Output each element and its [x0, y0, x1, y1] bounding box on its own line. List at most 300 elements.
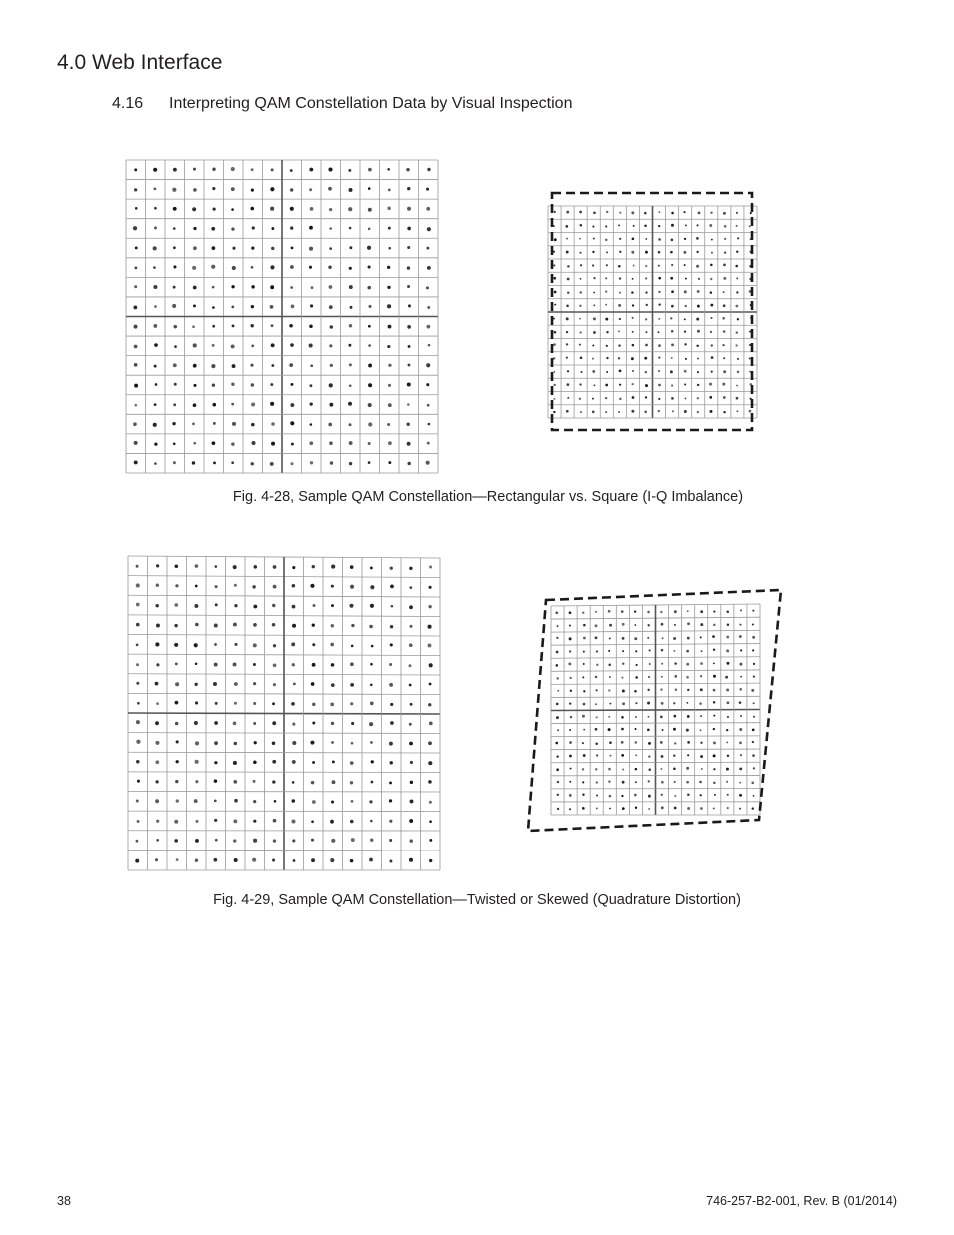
constellation-symbol: [583, 624, 586, 627]
constellation-symbol: [349, 285, 353, 289]
constellation-symbol: [251, 383, 254, 386]
constellation-symbol: [292, 781, 295, 784]
constellation-symbol: [556, 637, 558, 639]
constellation-symbol: [608, 768, 611, 771]
constellation-symbol: [727, 755, 729, 757]
constellation-symbol: [700, 662, 703, 665]
constellation-symbol: [710, 264, 713, 267]
constellation-symbol: [195, 741, 199, 745]
constellation-symbol: [566, 251, 569, 254]
constellation-symbol: [661, 755, 664, 758]
constellation-symbol: [569, 741, 572, 744]
constellation-symbol: [697, 290, 700, 293]
constellation-symbol: [671, 330, 674, 333]
constellation-symbol: [312, 800, 316, 804]
constellation-symbol: [290, 421, 294, 425]
constellation-symbol: [622, 650, 624, 652]
constellation-symbol: [389, 742, 393, 746]
constellation-symbol: [368, 265, 371, 268]
constellation-symbol: [234, 643, 237, 646]
constellation-symbol: [429, 801, 432, 804]
constellation-symbol: [724, 251, 726, 253]
constellation-symbol: [608, 664, 611, 667]
grid-line-horizontal: [551, 710, 760, 711]
constellation-skewed-fig29: [528, 590, 781, 831]
constellation-symbol: [567, 265, 570, 268]
constellation-symbol: [618, 344, 620, 346]
constellation-symbol: [606, 345, 608, 347]
constellation-symbol: [634, 794, 637, 797]
constellation-symbol: [751, 781, 754, 784]
constellation-symbol: [736, 212, 738, 214]
constellation-symbol: [592, 251, 594, 253]
constellation-symbol: [553, 371, 555, 373]
constellation-symbol: [659, 211, 661, 213]
constellation-symbol: [426, 461, 430, 465]
constellation-symbol: [631, 357, 634, 360]
constellation-symbol: [192, 325, 195, 328]
constellation-symbol: [329, 383, 333, 387]
constellation-symbol: [723, 357, 725, 359]
constellation-symbol: [737, 358, 739, 360]
constellation-symbol: [710, 278, 712, 280]
constellation-symbol: [631, 291, 633, 293]
constellation-symbol: [253, 702, 256, 705]
constellation-symbol: [155, 682, 159, 686]
constellation-symbol: [569, 755, 572, 758]
constellation-symbol: [273, 644, 276, 647]
constellation-symbol: [569, 808, 571, 810]
constellation-symbol: [592, 398, 594, 400]
constellation-symbol: [671, 305, 674, 308]
constellation-symbol: [661, 794, 663, 796]
constellation-symbol: [596, 795, 598, 797]
constellation-symbol: [555, 611, 558, 614]
constellation-symbol: [349, 363, 352, 366]
constellation-symbol: [752, 729, 755, 732]
constellation-symbol: [621, 741, 624, 744]
constellation-symbol: [193, 384, 196, 387]
constellation-symbol: [137, 820, 140, 823]
constellation-symbol: [648, 768, 651, 771]
constellation-symbol: [409, 839, 413, 843]
constellation-symbol: [753, 795, 755, 797]
constellation-symbol: [648, 742, 651, 745]
constellation-symbol: [700, 742, 702, 744]
constellation-symbol: [660, 716, 663, 719]
constellation-symbol: [291, 305, 295, 309]
constellation-symbol: [647, 637, 649, 639]
constellation-symbol: [309, 384, 312, 387]
constellation-symbol: [409, 567, 412, 570]
constellation-symbol: [155, 858, 158, 861]
constellation-symbol: [329, 305, 333, 309]
constellation-symbol: [156, 839, 159, 842]
constellation-symbol: [696, 318, 699, 321]
constellation-symbol: [645, 291, 647, 293]
constellation-symbol: [735, 344, 737, 346]
constellation-symbol: [713, 649, 715, 651]
constellation-symbol: [697, 305, 700, 308]
constellation-symbol: [554, 304, 556, 306]
constellation-symbol: [351, 645, 354, 648]
constellation-symbol: [136, 663, 139, 666]
constellation-symbol: [253, 605, 257, 609]
constellation-symbol: [723, 370, 726, 373]
constellation-symbol: [645, 277, 647, 279]
constellation-symbol: [700, 688, 703, 691]
constellation-symbol: [273, 683, 276, 686]
constellation-symbol: [713, 728, 715, 730]
constellation-symbol: [648, 756, 650, 758]
constellation-symbol: [648, 676, 650, 678]
constellation-symbol: [580, 278, 582, 280]
constellation-symbol: [713, 675, 716, 678]
constellation-symbol: [687, 807, 690, 810]
constellation-symbol: [645, 371, 647, 373]
constellation-symbol: [673, 754, 676, 757]
constellation-symbol: [698, 212, 701, 215]
constellation-symbol: [595, 636, 598, 639]
constellation-symbol: [426, 325, 430, 329]
constellation-symbol: [710, 291, 713, 294]
constellation-symbol: [593, 211, 596, 214]
constellation-symbol: [648, 716, 650, 718]
grid-line-horizontal: [551, 762, 760, 763]
constellation-symbol: [739, 742, 742, 745]
constellation-symbol: [367, 246, 371, 250]
constellation-symbol: [309, 188, 312, 191]
constellation-symbol: [136, 583, 140, 587]
constellation-symbol: [749, 225, 751, 227]
constellation-symbol: [687, 754, 689, 756]
constellation-symbol: [713, 754, 716, 757]
constellation-symbol: [618, 265, 621, 268]
constellation-symbol: [605, 277, 607, 279]
constellation-symbol: [312, 721, 315, 724]
constellation-symbol: [740, 754, 742, 756]
constellation-symbol: [155, 741, 159, 745]
constellation-symbol: [292, 839, 295, 842]
constellation-symbol: [700, 755, 703, 758]
constellation-symbol: [580, 264, 582, 266]
constellation-symbol: [331, 663, 335, 667]
constellation-symbol: [753, 663, 755, 665]
constellation-symbol: [687, 610, 689, 612]
constellation-symbol: [696, 265, 699, 268]
constellation-symbol: [569, 624, 571, 626]
constellation-symbol: [674, 662, 676, 664]
constellation-symbol: [406, 168, 410, 172]
constellation-symbol: [697, 397, 699, 399]
constellation-symbol: [251, 305, 254, 308]
constellation-symbol: [309, 441, 313, 445]
constellation-symbol: [645, 238, 647, 240]
constellation-symbol: [618, 411, 620, 413]
constellation-symbol: [309, 266, 312, 269]
constellation-symbol: [649, 649, 651, 651]
page-number: 38: [57, 1194, 71, 1208]
constellation-symbol: [407, 207, 411, 211]
constellation-symbol: [270, 207, 274, 211]
constellation-symbol: [253, 682, 256, 685]
constellation-symbol: [739, 794, 742, 797]
constellation-symbol: [212, 286, 215, 289]
constellation-symbol: [750, 212, 752, 214]
constellation-symbol: [632, 344, 635, 347]
constellation-symbol: [569, 650, 571, 652]
constellation-symbol: [686, 702, 688, 704]
constellation-symbol: [388, 325, 392, 329]
constellation-symbol: [711, 356, 714, 359]
constellation-symbol: [136, 740, 140, 744]
constellation-symbol: [670, 251, 673, 254]
constellation-symbol: [709, 383, 712, 386]
constellation-symbol: [685, 398, 687, 400]
constellation-symbol: [426, 207, 430, 211]
constellation-symbol: [251, 188, 254, 191]
constellation-symbol: [684, 410, 687, 413]
constellation-symbol: [290, 343, 294, 347]
constellation-symbol: [370, 567, 373, 570]
constellation-symbol: [348, 344, 351, 347]
constellation-symbol: [684, 251, 687, 254]
constellation-symbol: [736, 225, 738, 227]
constellation-symbol: [234, 702, 237, 705]
constellation-symbol: [309, 226, 313, 230]
constellation-symbol: [253, 663, 256, 666]
constellation-symbol: [136, 760, 139, 763]
constellation-symbol: [674, 795, 676, 797]
constellation-symbol: [644, 224, 647, 227]
constellation-symbol: [270, 402, 274, 406]
constellation-symbol: [687, 741, 690, 744]
constellation-symbol: [389, 820, 392, 823]
constellation-symbol: [234, 584, 237, 587]
constellation-symbol: [231, 228, 234, 231]
constellation-symbol: [670, 370, 673, 373]
constellation-symbol: [671, 264, 673, 266]
constellation-symbol: [428, 423, 431, 426]
constellation-symbol: [609, 676, 611, 678]
constellation-symbol: [153, 423, 157, 427]
constellation-symbol: [647, 611, 650, 614]
constellation-symbol: [195, 662, 198, 665]
constellation-symbol: [671, 384, 673, 386]
document-id: 746-257-B2-001, Rev. B (01/2014): [706, 1194, 897, 1208]
constellation-symbol: [195, 623, 199, 627]
constellation-symbol: [388, 364, 391, 367]
constellation-symbol: [608, 689, 610, 691]
constellation-symbol: [292, 723, 295, 726]
constellation-symbol: [622, 663, 624, 665]
constellation-symbol: [606, 251, 608, 253]
constellation-symbol: [632, 383, 634, 385]
constellation-symbol: [428, 625, 432, 629]
constellation-symbol: [289, 363, 293, 367]
constellation-symbol: [137, 780, 140, 783]
constellation-symbol: [153, 168, 157, 172]
constellation-symbol: [671, 343, 674, 346]
constellation-symbol: [251, 441, 255, 445]
constellation-symbol: [660, 741, 663, 744]
constellation-symbol: [154, 227, 157, 230]
constellation-symbol: [661, 702, 664, 705]
constellation-symbol: [557, 755, 559, 757]
constellation-symbol: [713, 701, 715, 703]
constellation-symbol: [739, 688, 742, 691]
constellation-symbol: [172, 304, 176, 308]
constellation-symbol: [557, 781, 560, 784]
constellation-symbol: [582, 676, 584, 678]
constellation-symbol: [713, 782, 715, 784]
constellation-symbol: [368, 383, 372, 387]
constellation-symbol: [156, 624, 160, 628]
constellation-symbol: [154, 343, 158, 347]
constellation-symbol: [349, 246, 352, 249]
constellation-symbol: [427, 442, 430, 445]
constellation-symbol: [726, 649, 729, 652]
constellation-symbol: [312, 663, 316, 667]
constellation-symbol: [724, 238, 726, 240]
constellation-symbol: [232, 422, 236, 426]
constellation-symbol: [154, 207, 157, 210]
constellation-symbol: [174, 325, 178, 329]
constellation-symbol: [671, 212, 674, 215]
constellation-symbol: [726, 636, 729, 639]
constellation-symbol: [635, 650, 637, 652]
constellation-symbol: [176, 740, 179, 743]
constellation-symbol: [595, 768, 597, 770]
constellation-symbol: [215, 585, 218, 588]
constellation-symbol: [410, 799, 414, 803]
constellation-symbol: [387, 345, 390, 348]
constellation-symbol: [214, 663, 218, 667]
constellation-symbol: [723, 277, 726, 280]
constellation-symbol: [409, 605, 413, 609]
constellation-symbol: [723, 411, 725, 413]
constellation-symbol: [173, 286, 176, 289]
constellation-symbol: [134, 168, 137, 171]
constellation-symbol: [175, 682, 179, 686]
constellation-symbol: [409, 742, 413, 746]
constellation-symbol: [661, 781, 664, 784]
constellation-symbol: [592, 411, 595, 414]
constellation-symbol: [713, 611, 715, 613]
constellation-symbol: [723, 263, 726, 266]
constellation-symbol: [428, 761, 432, 765]
constellation-symbol: [410, 625, 413, 628]
constellation-symbol: [737, 318, 739, 320]
constellation-symbol: [328, 167, 332, 171]
constellation-symbol: [632, 396, 635, 399]
constellation-symbol: [134, 384, 138, 388]
constellation-symbol: [212, 306, 215, 309]
constellation-symbol: [156, 564, 159, 567]
constellation-symbol: [154, 365, 157, 368]
constellation-symbol: [351, 624, 354, 627]
constellation-symbol: [351, 742, 354, 745]
constellation-symbol: [700, 794, 702, 796]
constellation-symbol: [658, 331, 660, 333]
constellation-symbol: [686, 729, 689, 732]
constellation-symbol: [174, 820, 178, 824]
constellation-symbol: [290, 226, 293, 229]
constellation-symbol: [348, 207, 352, 211]
constellation-symbol: [176, 760, 179, 763]
constellation-symbol: [553, 277, 556, 280]
constellation-symbol: [389, 839, 392, 842]
constellation-symbol: [698, 278, 700, 280]
constellation-symbol: [134, 188, 137, 191]
constellation-symbol: [580, 357, 583, 360]
constellation-symbol: [582, 612, 584, 614]
constellation-symbol: [619, 384, 621, 386]
constellation-symbol: [409, 684, 412, 687]
constellation-symbol: [233, 819, 237, 823]
constellation-symbol: [387, 206, 391, 210]
constellation-symbol: [193, 246, 197, 250]
constellation-symbol: [592, 358, 594, 360]
constellation-symbol: [605, 384, 608, 387]
constellation-symbol: [556, 664, 559, 667]
constellation-symbol: [213, 208, 216, 211]
constellation-symbol: [672, 410, 674, 412]
constellation-symbol: [685, 278, 687, 280]
constellation-symbol: [723, 330, 726, 333]
constellation-symbol: [658, 384, 661, 387]
constellation-symbol: [661, 623, 664, 626]
constellation-symbol: [579, 398, 581, 400]
constellation-symbol: [566, 343, 568, 345]
constellation-symbol: [660, 611, 662, 613]
constellation-symbol: [195, 780, 198, 783]
constellation-symbol: [429, 683, 432, 686]
constellation-symbol: [270, 305, 274, 309]
constellation-symbol: [557, 690, 559, 692]
constellation-symbol: [329, 227, 332, 230]
constellation-symbol: [697, 358, 699, 360]
constellation-symbol: [583, 651, 585, 653]
constellation-symbol: [368, 442, 371, 445]
constellation-symbol: [234, 799, 238, 803]
constellation-symbol: [593, 304, 595, 306]
constellation-symbol: [752, 807, 754, 809]
constellation-symbol: [212, 168, 215, 171]
constellation-symbol: [214, 721, 218, 725]
constellation-symbol: [349, 441, 353, 445]
constellation-symbol: [252, 858, 256, 862]
constellation-symbol: [156, 584, 159, 587]
constellation-symbol: [714, 794, 716, 796]
constellation-symbol: [697, 384, 699, 386]
constellation-symbol: [292, 566, 295, 569]
constellation-symbol: [348, 402, 352, 406]
constellation-symbol: [136, 623, 140, 627]
constellation-symbol: [174, 624, 177, 627]
constellation-symbol: [388, 384, 391, 387]
constellation-symbol: [368, 187, 371, 190]
constellation-symbol: [195, 585, 198, 588]
constellation-symbol: [648, 624, 650, 626]
constellation-symbol: [426, 363, 430, 367]
constellation-symbol: [312, 703, 315, 706]
constellation-symbol: [635, 716, 637, 718]
constellation-symbol: [331, 585, 334, 588]
constellation-symbol: [710, 410, 713, 413]
constellation-symbol: [619, 238, 621, 240]
section-title: 4.0 Web Interface: [57, 51, 223, 74]
